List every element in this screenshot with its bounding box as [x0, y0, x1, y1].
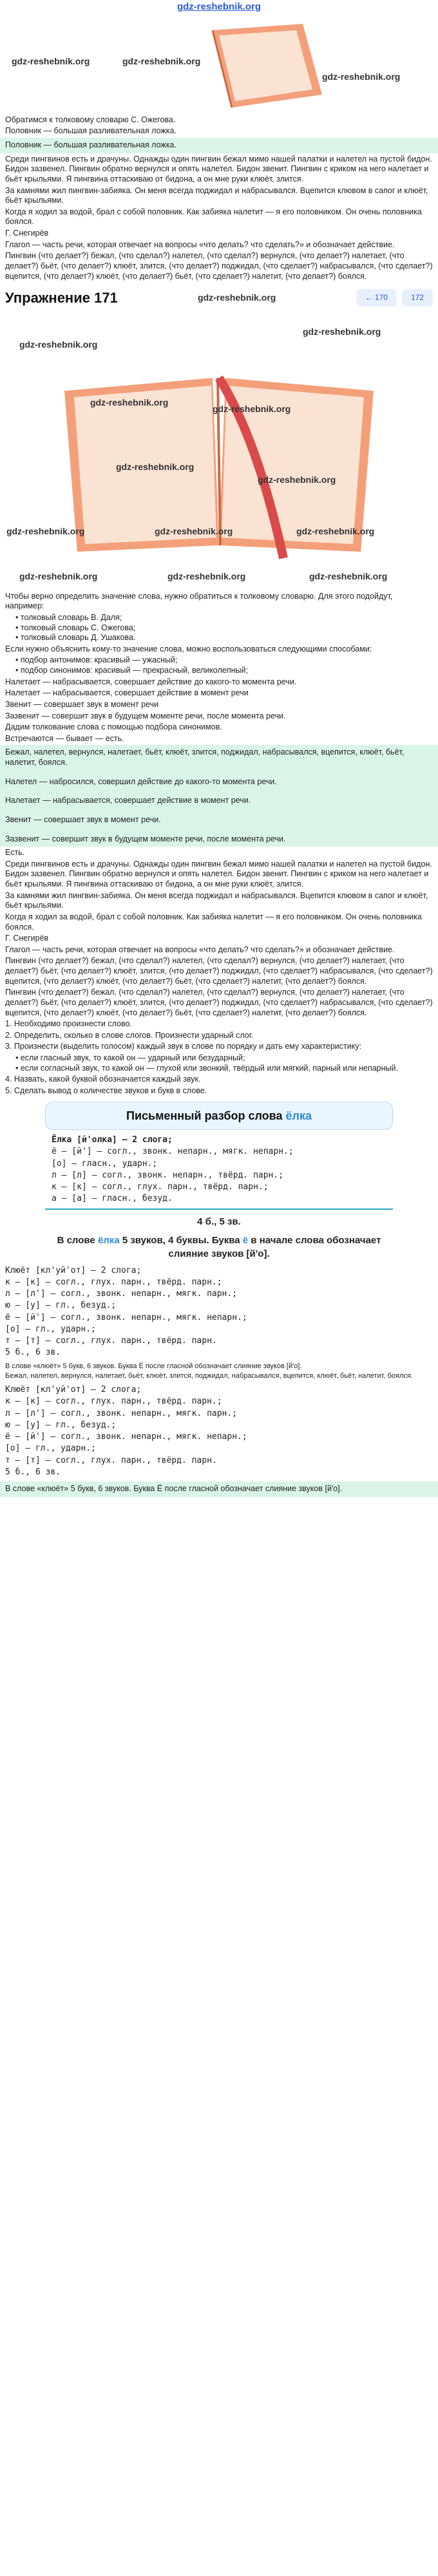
card-title — [56, 1109, 382, 1123]
exercise-header — [0, 283, 438, 314]
paragraph: Среди пингвинов есть и драчуны. Однажды один пингвин бежал мимо нашей палатки и налетел на пустой бидон. Бидон зазвенел. Пингвин обратно вернулся и опять налетел. Бидон звенит. Пингвин с криком на него налетает и бьёт крыльями. Я пингвина оттаскиваю от бидона, а он мне руки клюёт, злится. — [5, 859, 432, 888]
watermark: gdz-reshebnik.org — [198, 292, 276, 303]
list-item: • если гласный звук, то какой он — ударный или безударный; — [15, 1053, 438, 1064]
top-link[interactable]: gdz-reshebnik.org — [176, 1, 261, 12]
analysis-header: Клюёт [кл'уй'от] — 2 слога; — [5, 1265, 142, 1275]
analysis-line: ё — [й'] — согл., звонк. непарн., мягк. непарн.; — [5, 1432, 247, 1442]
analysis-line: [о] — гл., ударн.; — [5, 1324, 96, 1334]
step: 3. Произнести (выделить голосом) каждый звук в слове по порядку и дать ему характеристику: — [5, 1042, 362, 1051]
analysis-line: [о] — гласн., ударн.; — [52, 1158, 158, 1169]
method-list — [0, 655, 438, 675]
analysis-count: 5 б., 6 зв. — [5, 1348, 61, 1358]
paragraph: Пингвин (что делает?) бежал, (что сделал?) налетел, (что сделал?) вернулся, (что делает?) налетает, (что делает?) бьёт, (что делает?) клюёт, злится, (что делает?) поджидал, (что сделает?) набрасывался, (что сделает?) вцепится, (что делает?) клюёт, (что делает?) бьёт, (что сделает?) налетит, (что делает?) боялся. — [5, 956, 433, 986]
analysis-line: к — [к] — согл., глух. парн., твёрд. парн.; — [5, 1277, 222, 1287]
step: 2. Определить, сколько в слове слогов. Произнести ударный слог. — [5, 1030, 254, 1040]
paragraph: За камнями жил пингвин-забияка. Он меня всегда поджидал и набрасывался. Вцепится клювом в сапог и клюёт, бьёт крыльями. — [5, 890, 428, 910]
watermark: gdz-reshebnik.org — [303, 326, 381, 337]
paragraph: За камнями жил пингвин-забияка. Он меня всегда поджидал и набрасывался. Вцепится клювом в сапог и клюёт, бьёт крыльями. — [5, 185, 428, 205]
sound-characteristic-list — [0, 1053, 438, 1073]
analysis-line: ё — [й'] — согл., звонк. непарн., мягк. непарн.; — [52, 1147, 294, 1157]
watermark: gdz-reshebnik.org — [167, 570, 246, 581]
analysis-summary — [52, 1234, 386, 1261]
paragraph: Зазвенит — совершит звук в будущем моменте речи, после момента речи. — [5, 834, 286, 843]
analysis-header: Клюёт [кл'уй'от] — 2 слога; — [5, 1385, 142, 1395]
paragraph: Звенит — совершает звук в момент речи — [5, 699, 159, 709]
prev-exercise-button[interactable]: ← 170 — [356, 289, 397, 306]
analysis-line: ю — [у] — гл., безуд.; — [5, 1301, 117, 1311]
watermark: gdz-reshebnik.org — [258, 474, 336, 485]
summary-text: 5 звуков, 4 буквы. Буква — [122, 1234, 240, 1246]
paragraph: Налетает — набрасывается, совершает действие до какого-то момента речи. — [5, 677, 297, 686]
paragraph: Половник — большая разливательная ложка. — [5, 140, 176, 149]
paragraph: Чтобы верно определить значение слова, нужно обратиться к толковому словарю. Для этого подойдут, например: — [5, 591, 393, 611]
word-analysis — [52, 1135, 386, 1205]
list-item: • толковый словарь В. Даля; — [15, 613, 438, 623]
analysis-count: 4 б., 5 зв. — [197, 1216, 241, 1227]
step: 1. Необходимо произнести слово. — [5, 1019, 132, 1029]
watermark: gdz-reshebnik.org — [322, 71, 401, 82]
watermark: gdz-reshebnik.org — [116, 461, 195, 472]
paragraph: Дадим толкование слова с помощью подбора синонимов. — [5, 722, 222, 732]
book-illustration-large — [0, 314, 438, 590]
exercise-nav — [356, 289, 433, 306]
paragraph: Пингвин (что делает?) бежал, (что сделал?) налетел, (что сделал?) вернулся, (что делает?) налетает, (что делает?) бьёт, (что делает?) клюёт, злится, (что делает?) поджидал, (что сделает?) набрасывался, (что сделает?) вцепится, (что делает?) клюёт, (что делает?) бьёт, (что сделает?) налетит, (что делает?) боялся. — [5, 251, 433, 281]
summary-letter: ё — [242, 1234, 249, 1246]
paragraph: Зазвенит — совершит звук в будущем моменте речи, после момента речи. — [5, 711, 286, 720]
list-item: • подбор антонимов: красивый — ужасный; — [15, 655, 438, 666]
list-item: • если согласный звук, то какой он — глухой или звонкий, твёрдый или мягкий, парный или непарный. — [15, 1064, 438, 1074]
divider — [45, 1208, 393, 1210]
paragraph: Бежал, налетел, вернулся, налетает, бьёт, клюёт, злится, поджидал, набрасывался, вцепится, клюёт, бьёт, налетит, боялся. — [5, 747, 405, 767]
watermark: gdz-reshebnik.org — [19, 570, 98, 581]
watermark: gdz-reshebnik.org — [90, 397, 169, 408]
paragraph: Обратимся к толковому словарю С. Ожегова. — [5, 115, 176, 124]
watermark: gdz-reshebnik.org — [6, 525, 85, 536]
paragraph: Есть. — [5, 848, 25, 858]
paragraph: Г. Снегирёв — [5, 934, 49, 943]
paragraph: Когда я ходил за водой, брал с собой половник. Как забияка налетит — я его половником. Он очень половника боялся. — [5, 207, 422, 227]
paragraph: Глагол — часть речи, которая отвечает на вопросы «что делать? что сделать?» и обозначает действие. — [5, 240, 395, 249]
highlight-block — [0, 138, 438, 153]
list-item: • толковый словарь Д. Ушакова. — [15, 633, 438, 643]
summary-text: В слове — [57, 1234, 95, 1246]
klyuet-analysis-2 — [5, 1385, 386, 1478]
paragraph: Половник — большая разливательная ложка. — [5, 126, 176, 136]
analysis-line: а — [а] — гласн., безуд. — [52, 1194, 173, 1204]
analysis-line: [о] — гл., ударн.; — [5, 1443, 96, 1454]
highlight-block — [0, 745, 438, 847]
step: 4. Назвать, какой буквой обозначается каждый звук. — [5, 1075, 201, 1084]
analysis-line: л — [л'] — согл., звонк. непарн., мягк. парн.; — [5, 1408, 238, 1418]
analysis-line: ю — [у] — гл., безуд.; — [5, 1420, 117, 1430]
dictionary-list — [0, 613, 438, 643]
analysis-card — [45, 1102, 393, 1131]
card-word: ёлка — [285, 1109, 312, 1122]
note: В слове «клюёт» 5 букв, 6 звуков. Буква Ё после гласной обозначает слияние звуков [й'о]. — [5, 1362, 302, 1370]
analysis-line: л — [л'] — согл., звонк. непарн., мягк. парн.; — [5, 1289, 238, 1299]
step: 5. Сделать вывод о количестве звуков и букв в слове. — [5, 1086, 207, 1095]
watermark: gdz-reshebnik.org — [19, 339, 98, 350]
analysis-count: 5 б., 6 зв. — [5, 1467, 61, 1477]
analysis-line: к — [к] — согл., глух. парн., твёрд. парн.; — [5, 1396, 222, 1407]
paragraph: Звенит — совершает звук в момент речи. — [5, 814, 161, 824]
watermark: gdz-reshebnik.org — [122, 55, 201, 66]
klyuet-analysis-1 — [5, 1266, 386, 1359]
watermark: gdz-reshebnik.org — [155, 525, 233, 536]
analysis-line: л — [л] — согл., звонк. непарн., твёрд. парн.; — [52, 1170, 284, 1180]
list-item: • толковый словарь С. Ожегова; — [15, 623, 438, 634]
analysis-line: т — [т] — согл., глух. парн., твёрд. парн. — [5, 1336, 217, 1346]
paragraph: Встречаются — бывает — есть. — [5, 733, 124, 743]
analysis-line: т — [т] — согл., глух. парн., твёрд. парн. — [5, 1455, 217, 1465]
analysis-line: к — [к] — согл., глух. парн., твёрд. парн.; — [52, 1182, 269, 1192]
analysis-header: Ёлка [й'олка] — 2 слога; — [52, 1135, 173, 1145]
watermark: gdz-reshebnik.org — [213, 403, 291, 414]
watermark: gdz-reshebnik.org — [296, 525, 375, 536]
card-title-text: Письменный разбор слова — [126, 1109, 283, 1122]
analysis-line: ё — [й'] — согл., звонк. непарн., мягк. непарн.; — [5, 1312, 247, 1322]
paragraph: Налетел — набросился, совершил действие до какого-то момента речи. — [5, 776, 277, 786]
paragraph: Г. Снегирёв — [5, 229, 49, 238]
note: Бежал, налетел, вернулся, налетает, бьёт, клюёт, злится, поджидал, набрасывался, вцепится, клюёт, бьёт, налетит, боялся. — [5, 1372, 413, 1380]
paragraph: Пингвин (что делает?) бежал, (что сделал?) налетел, (что сделал?) вернулся, (что делает?) налетает, (что делает?) бьёт, (что делает?) клюёт, злится, (что делает?) поджидал, (что сделает?) набрасывался, (что сделает?) вцепится, (что делает?) клюёт, (что делает?) бьёт, (что сделает?) налетит, (что делает?) боялся. — [5, 988, 433, 1017]
paragraph: Налетает — набрасывается, совершает действие в момент речи. — [5, 796, 251, 805]
next-exercise-button[interactable]: 172 — [402, 289, 433, 306]
list-item: • подбор синонимов: красивый — прекрасный, великолепный; — [15, 666, 438, 676]
summary-text: в начале слова обозначает слияние звуков [й'о]. — [168, 1234, 381, 1259]
paragraph: Среди пингвинов есть и драчуны. Однажды один пингвин бежал мимо нашей палатки и налетел на пустой бидон. Бидон зазвенел. Пингвин обратно вернулся и опять налетел. Бидон звенит. Пингвин с криком на него налетает и бьёт крыльями. Я пингвина оттаскиваю от бидона, а он мне руки клюёт, злится. — [5, 154, 432, 183]
watermark: gdz-reshebnik.org — [12, 55, 90, 66]
note: В слове «клюёт» 5 букв, 6 звуков. Буква Ё после гласной обозначает слияние звуков [й'о]. — [5, 1484, 343, 1493]
paragraph: Глагол — часть речи, которая отвечает на вопросы «что делать? что сделать?» и обозначает действие. — [5, 945, 395, 954]
paragraph: Если нужно объяснить кому-то значение слова, можно воспользоваться следующими способами: — [5, 644, 372, 653]
book-illustration-small — [0, 17, 438, 114]
summary-word: ёлка — [97, 1234, 120, 1246]
highlight-block — [0, 1481, 438, 1497]
paragraph: Когда я ходил за водой, брал с собой половник. Как забияка налетит — я его половником. Он очень половника боялся. — [5, 912, 422, 932]
paragraph: Налетает — набрасывается, совершает действие в момент речи — [5, 688, 249, 698]
exercise-title: Упражнение 171 — [5, 290, 118, 306]
watermark: gdz-reshebnik.org — [309, 570, 388, 581]
